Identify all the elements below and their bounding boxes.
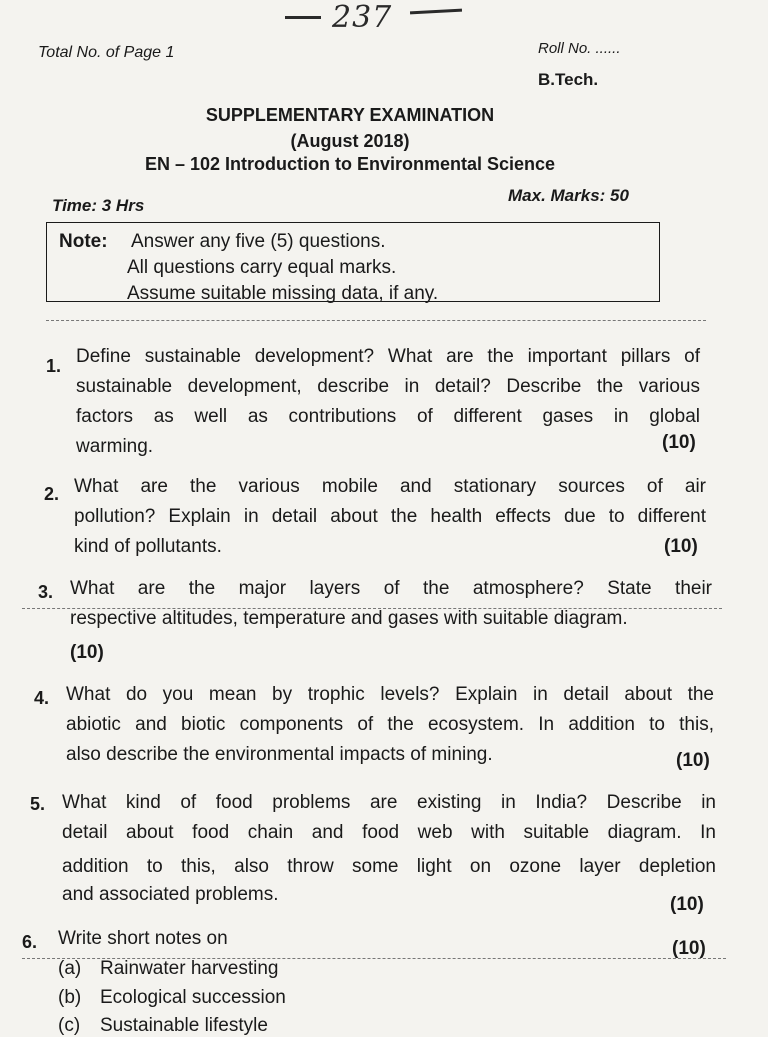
program: B.Tech. — [538, 70, 599, 89]
total-pages: Total No. of Page 1 — [38, 44, 175, 61]
question-text: respective altitudes, temperature and gases with suitable diagram. — [70, 608, 628, 629]
subitem-label: (b) — [58, 987, 82, 1008]
question-marks: (10) — [662, 432, 696, 453]
course-title: EN – 102 Introduction to Environmental Science — [144, 154, 556, 174]
subitem-text: Ecological succession — [100, 987, 286, 1008]
question-text: and associated problems. — [62, 884, 279, 905]
note-label: Note: — [59, 231, 108, 252]
question-number: 3. — [38, 582, 54, 602]
question-marks: (10) — [664, 536, 698, 557]
question-marks: (10) — [70, 642, 104, 663]
question-text: Write short notes on — [58, 928, 228, 949]
roll-no: Roll No. ...... — [538, 40, 621, 57]
max-marks: Max. Marks: 50 — [508, 186, 629, 205]
question-text: What are the various mobile and stationary sources of air — [74, 476, 706, 497]
question-text: sustainable development, describe in detail? Describe the various — [76, 376, 700, 397]
question-number: 2. — [44, 484, 60, 504]
question-marks: (10) — [670, 894, 704, 915]
handwritten-dash-right — [410, 9, 462, 15]
note-line-1: Answer any five (5) questions. — [131, 231, 386, 252]
question-marks: (10) — [676, 750, 710, 771]
question-number: 6. — [22, 932, 38, 952]
divider — [46, 320, 706, 321]
question-text: What are the major layers of the atmosphere? State their — [70, 578, 712, 599]
note-box — [46, 222, 660, 302]
question-text: Define sustainable development? What are the important pillars of — [76, 346, 700, 367]
question-text: kind of pollutants. — [74, 536, 222, 557]
question-text: also describe the environmental impacts of mining. — [66, 744, 493, 765]
question-marks: (10) — [672, 938, 706, 959]
note-line-2: All questions carry equal marks. — [127, 257, 397, 278]
note-line-3: Assume suitable missing data, if any. — [127, 283, 439, 304]
question-text: detail about food chain and food web with suitable diagram. In — [62, 822, 716, 843]
handwritten-dash-left — [285, 16, 321, 19]
subitem-label: (c) — [58, 1015, 81, 1036]
time: Time: 3 Hrs — [52, 196, 145, 215]
question-text: factors as well as contributions of different gases in global — [76, 406, 700, 427]
question-number: 1. — [46, 356, 62, 376]
question-text: addition to this, also throw some light on ozone layer depletion — [62, 856, 716, 877]
exam-date: (August 2018) — [290, 131, 410, 151]
question-number: 4. — [34, 688, 50, 708]
question-text: What kind of food problems are existing in India? Describe in — [62, 792, 716, 813]
handwritten-number: 237 — [332, 0, 393, 35]
question-text: abiotic and biotic components of the ecosystem. In addition to this, — [66, 714, 714, 735]
subitem-text: Rainwater harvesting — [100, 958, 279, 979]
question-text: pollution? Explain in detail about the health effects due to different — [74, 506, 706, 527]
exam-title: SUPPLEMENTARY EXAMINATION — [205, 105, 495, 125]
question-number: 5. — [30, 794, 46, 814]
question-text: What do you mean by trophic levels? Explain in detail about the — [66, 684, 714, 705]
question-text: warming. — [76, 436, 154, 457]
subitem-label: (a) — [58, 958, 82, 979]
subitem-text: Sustainable lifestyle — [100, 1015, 268, 1036]
